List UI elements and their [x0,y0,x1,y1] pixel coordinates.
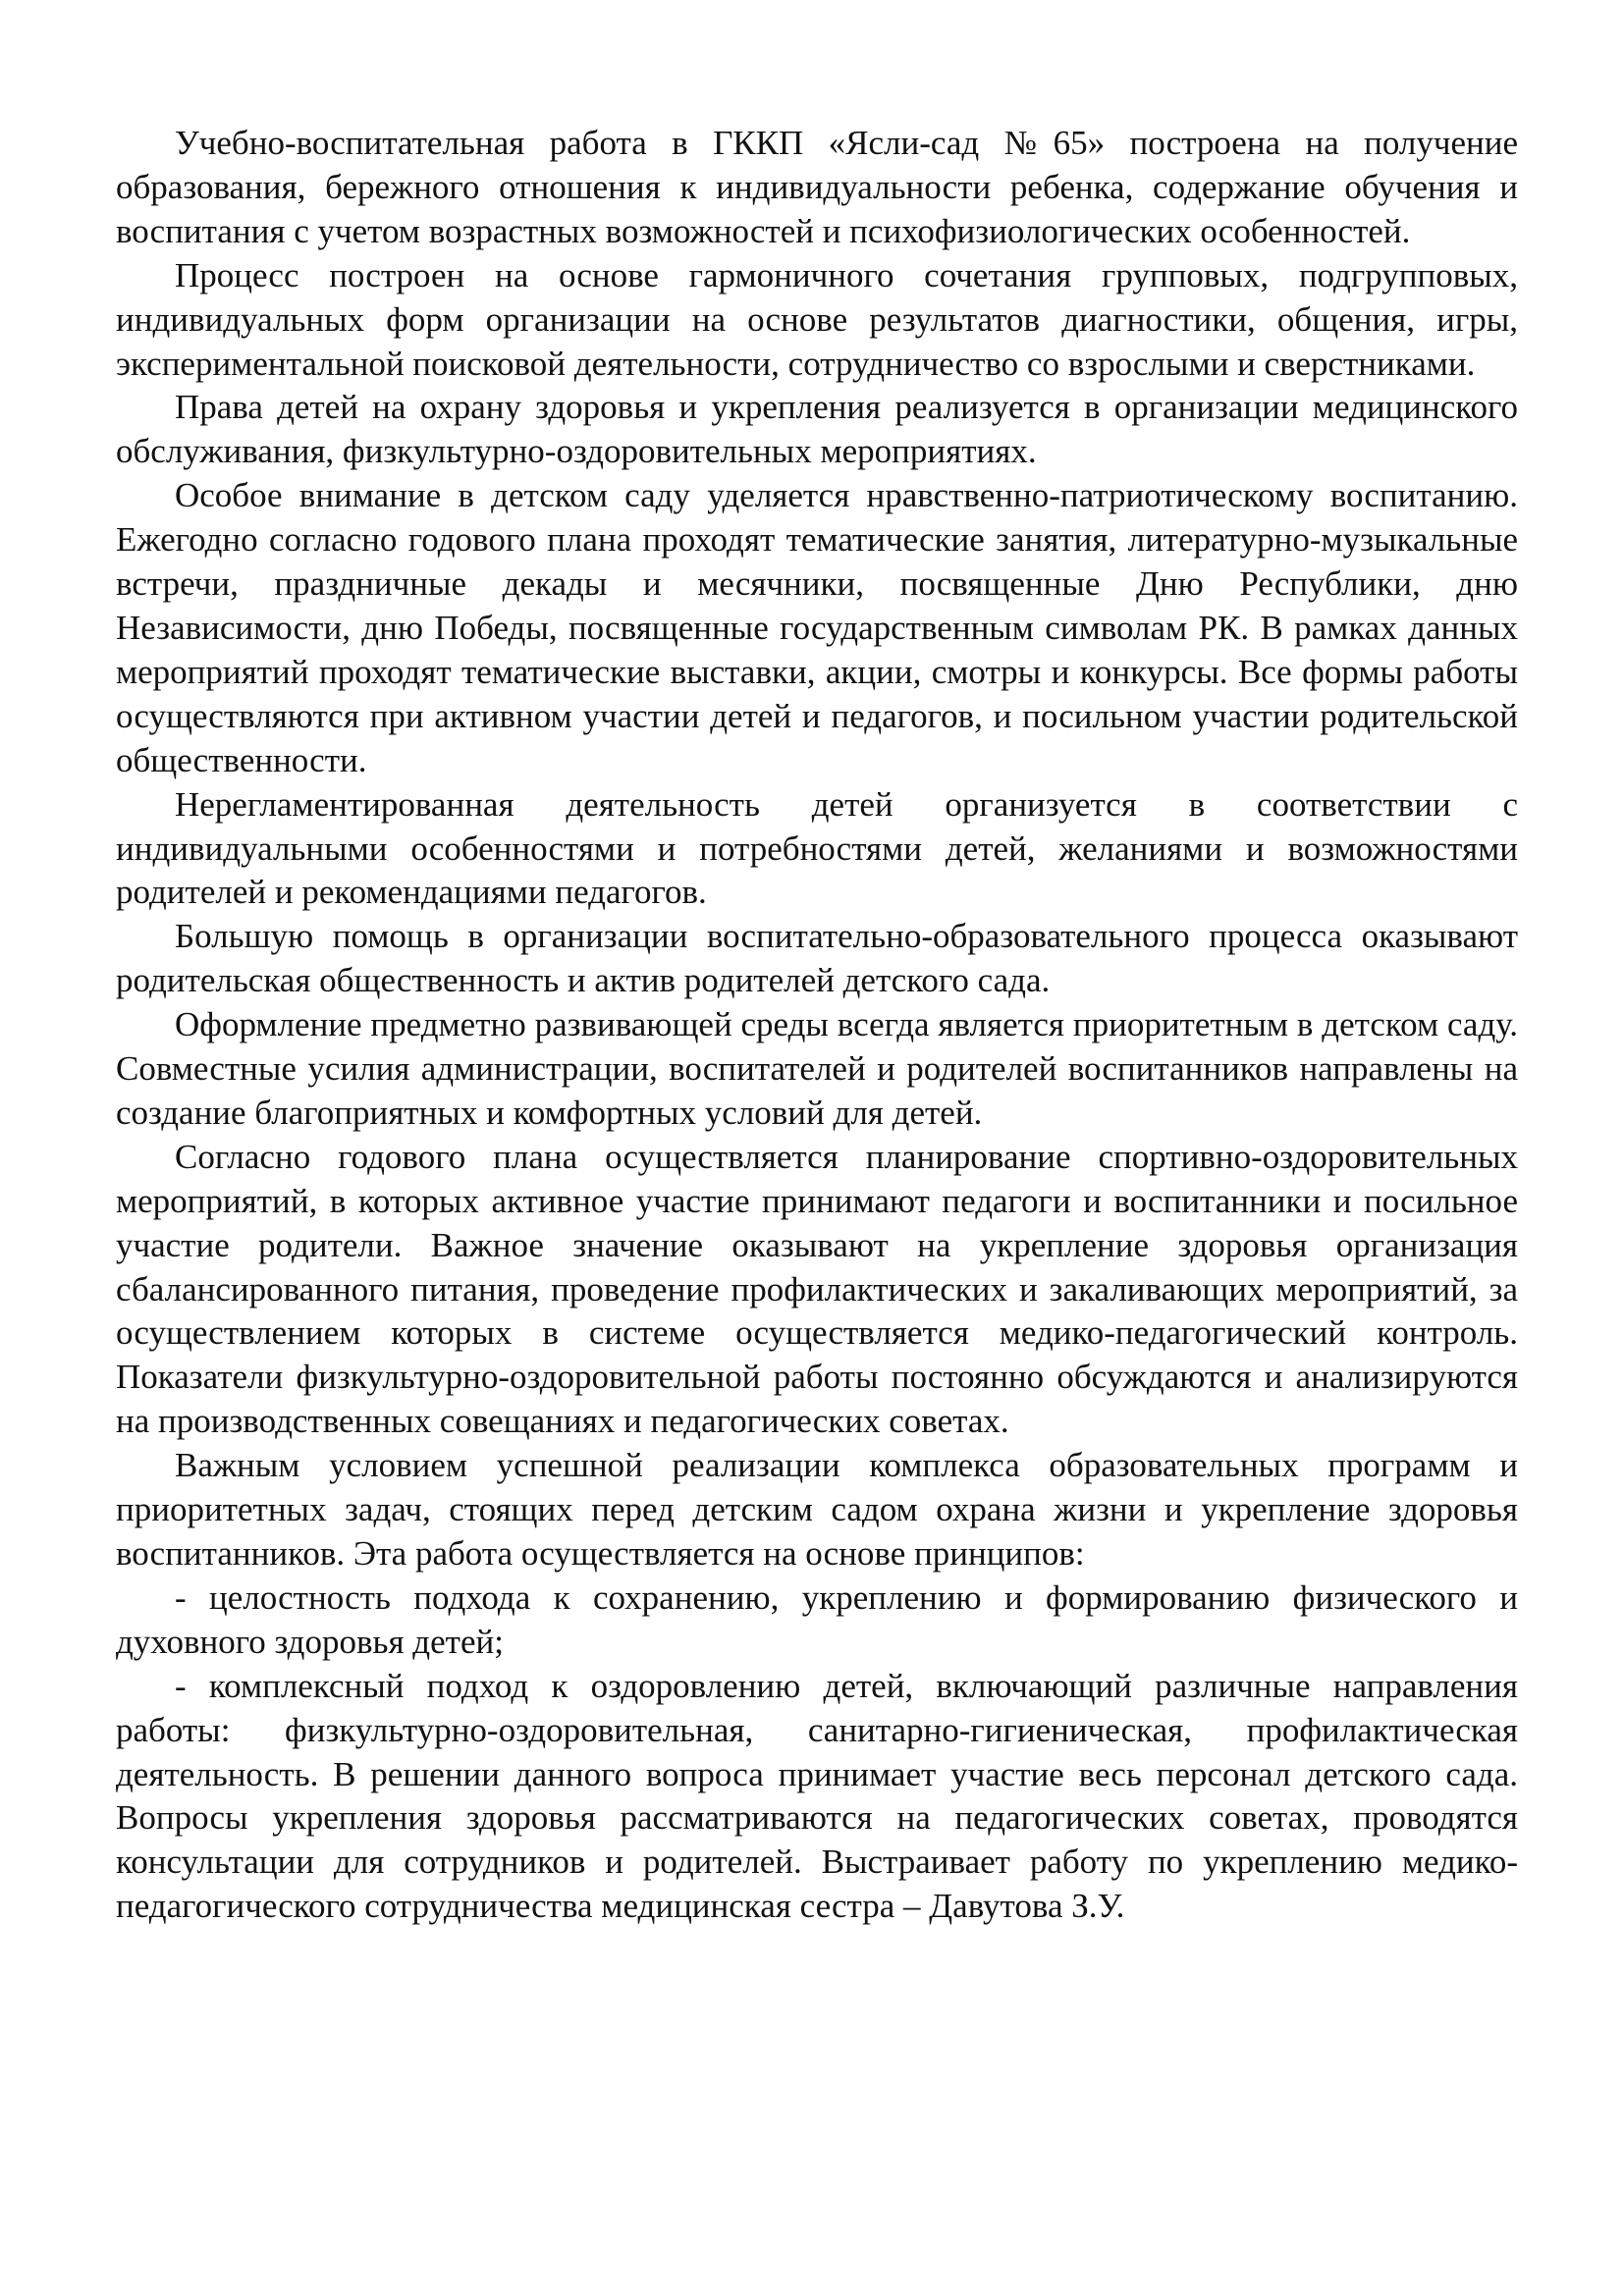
paragraph-process: Процесс построен на основе гармоничного сочетания групповых, подгрупповых, индивидуальных форм организации на основе результатов диагностики, общения, игры, экспериментальной поисковой деятельности, сотрудничество со взрослыми и сверстниками. [116,255,1518,383]
paragraph-children-rights: Права детей на охрану здоровья и укрепления реализуется в организации медицинского обслуживания, физкультурно-оздоровительных мероприятиях. [116,388,1518,471]
list-item-complex-approach: - комплексный подход к оздоровлению детей, включающий различные направления работы: физкультурно-оздоровительная, санитарно-гигиеническая, профилактическая деятельность. В решении данного вопроса принимает участие весь персонал детского сада. Вопросы укрепления здоровья рассматриваются на педагогических советах, проводятся консультации для сотрудников и родителей. Выстраивает работу по укреплению медико-педагогического сотрудничества медицинская сестра – Давутова З.У. [116,1666,1518,1926]
paragraph-parent-help: Большую помощь в организации воспитательно-образовательного процесса оказывают родительская общественность и актив родителей детского сада. [116,917,1518,1000]
list-item-integrity: - целостность подхода к сохранению, укреплению и формированию физического и духовного здоровья детей; [116,1577,1518,1661]
paragraph-unregulated-activity: Нерегламентированная деятельность детей организуется в соответствии с индивидуальными особенностями и потребностями детей, желаниями и возможностями родителей и рекомендациями педагогов. [116,784,1518,912]
paragraph-health-protection: Важным условием успешной реализации комплекса образовательных программ и приоритетных задач, стоящих перед детским садом охрана жизни и укрепление здоровья воспитанников. Эта работа осуществляется на основе принципов: [116,1446,1518,1573]
paragraph-patriotic-education: Особое внимание в детском саду уделяется нравственно-патриотическому воспитанию. Ежегодно согласно годового плана проходят тематические занятия, литературно-музыкальные встречи, праздничные декады и месячники, посвященные Дню Республики, дню Независимости, дню Победы, посвященные государственным символам РК. В рамках данных мероприятий проходят тематические выставки, акции, смотры и конкурсы. Все формы работы осуществляются при активном участии детей и педагогов, и посильном участии родительской общественности. [116,476,1518,779]
document-body [116,122,1518,1929]
paragraph-sports-plan: Согласно годового плана осуществляется планирование спортивно-оздоровительных мероприятий, в которых активное участие принимают педагоги и воспитанники и посильное участие родители. Важное значение оказывают на укрепление здоровья организация сбалансированного питания, проведение профилактических и закаливающих мероприятий, за осуществлением которых в системе осуществляется медико-педагогический контроль. Показатели физкультурно-оздоровительной работы постоянно обсуждаются и анализируются на производственных совещаниях и педагогических советах. [116,1137,1518,1441]
paragraph-educational-work: Учебно-воспитательная работа в ГККП «Ясли-сад №65» построена на получение образования, бережного отношения к индивидуальности ребенка, содержание обучения и воспитания с учетом возрастных возможностей и психофизиологических особенностей. [116,124,1518,250]
paragraph-environment: Оформление предметно развивающей среды всегда является приоритетным в детском саду. Совместные усилия администрации, воспитателей и родителей воспитанников направлены на создание благоприятных и комфортных условий для детей. [116,1005,1518,1132]
